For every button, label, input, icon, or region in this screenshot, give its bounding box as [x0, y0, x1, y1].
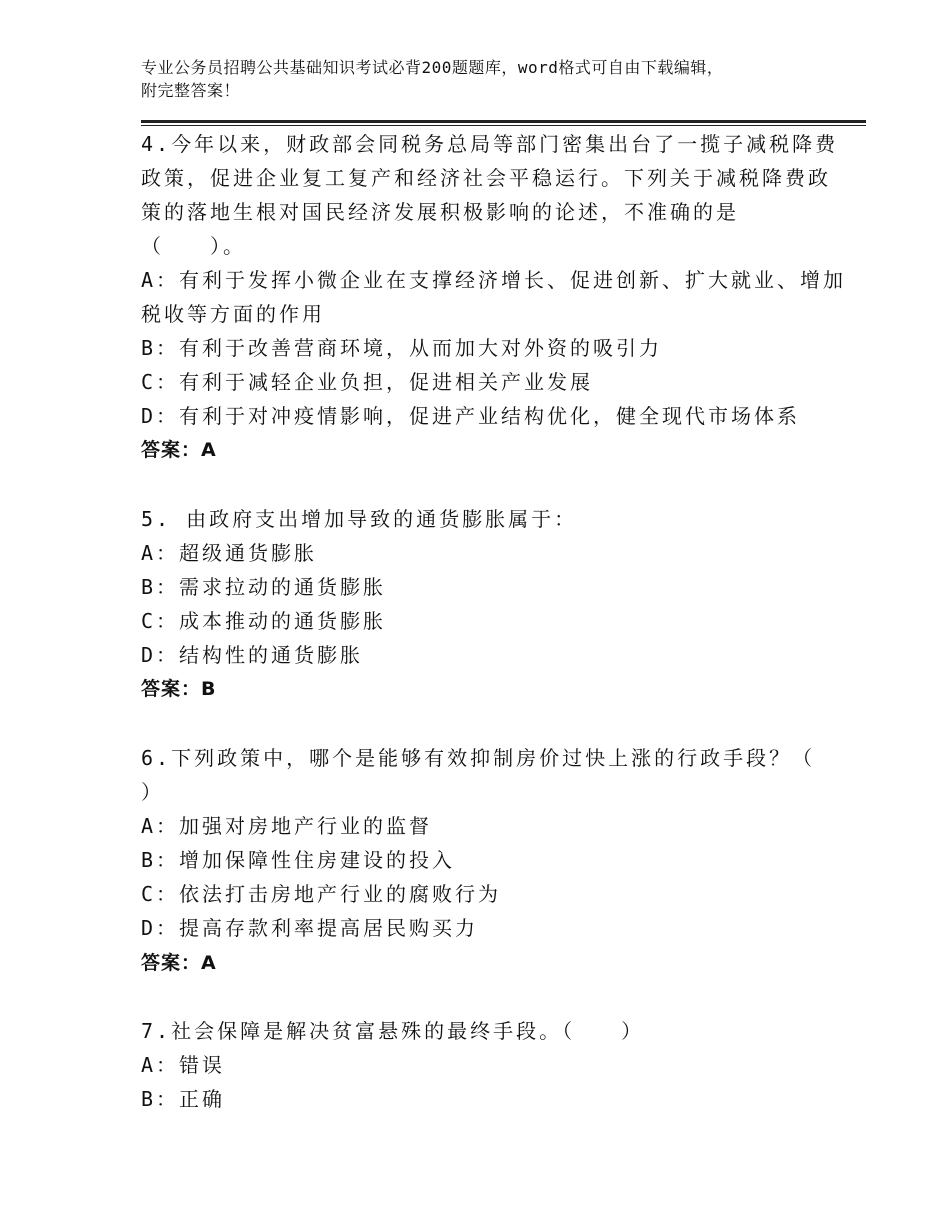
question-stem-line: 政策，促进企业复工复产和经济社会平稳运行。下列关于减税降费政	[141, 166, 831, 190]
option-d: D：有利于对冲疫情影响，促进产业结构优化，健全现代市场体系	[141, 404, 801, 428]
answer-label: 答案：B	[141, 678, 217, 700]
option-a: A：超级通货膨胀	[141, 541, 318, 565]
question-stem-line: 4.今年以来，财政部会同税务总局等部门密集出台了一揽子减税降费	[141, 132, 839, 156]
question-stem-line: 5. 由政府支出增加导致的通货膨胀属于：	[141, 507, 578, 531]
option-c: C：依法打击房地产行业的腐败行为	[141, 882, 502, 906]
option-c: C：有利于减轻企业负担，促进相关产业发展	[141, 370, 594, 394]
option-b: B：需求拉动的通货膨胀	[141, 575, 387, 599]
header-line-1: 专业公务员招聘公共基础知识考试必背200题题库，word格式可自由下载编辑，	[141, 58, 724, 77]
question-stem-line: 策的落地生根对国民经济发展积极影响的论述，不准确的是	[141, 200, 739, 224]
option-b: B：增加保障性住房建设的投入	[141, 848, 456, 872]
option-a: A：加强对房地产行业的监督	[141, 814, 433, 838]
document-header	[141, 56, 861, 102]
answer-label: 答案：A	[141, 439, 217, 461]
option-d: D：提高存款利率提高居民购买力	[141, 916, 479, 940]
option-a: A：有利于发挥小微企业在支撑经济增长、促进创新、扩大就业、增加	[141, 268, 847, 292]
header-rule-thin	[141, 125, 866, 126]
question-stem-line: ）	[141, 780, 164, 804]
option-b: B：正确	[141, 1087, 226, 1111]
option-b: B：有利于改善营商环境，从而加大对外资的吸引力	[141, 336, 663, 360]
answer-label: 答案：A	[141, 952, 217, 974]
question-stem-line: 6.下列政策中，哪个是能够有效抑制房价过快上涨的行政手段？（	[141, 746, 816, 770]
option-a: A：错误	[141, 1053, 226, 1077]
option-d: D：结构性的通货膨胀	[141, 643, 364, 667]
question-stem-line: 7.社会保障是解决贫富悬殊的最终手段。（ ）	[141, 1019, 645, 1043]
header-rule-thick	[141, 120, 866, 123]
option-a-continued: 税收等方面的作用	[141, 302, 325, 326]
question-stem-line: （ ）。	[141, 234, 246, 258]
header-line-2: 附完整答案！	[141, 81, 241, 100]
option-c: C：成本推动的通货膨胀	[141, 609, 387, 633]
